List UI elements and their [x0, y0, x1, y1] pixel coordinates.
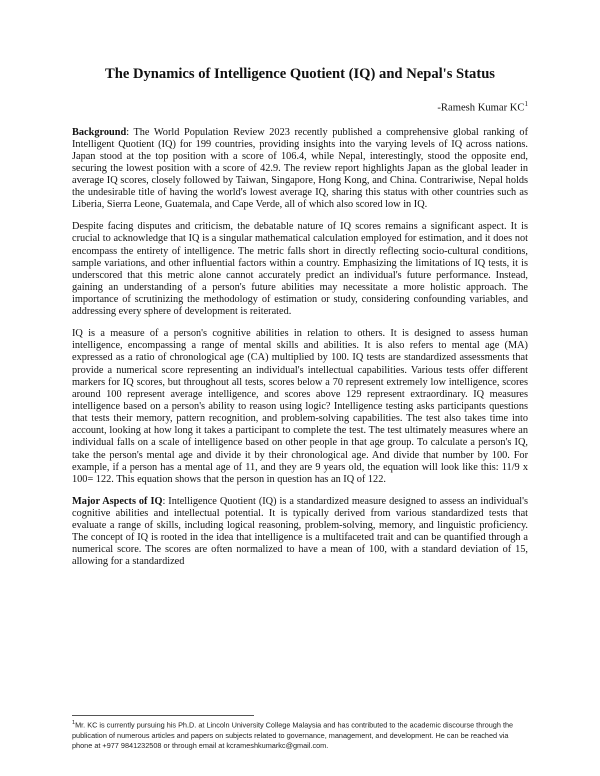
paragraph-major-aspects — [72, 496, 528, 569]
title-spacer — [72, 117, 528, 127]
document-title: The Dynamics of Intelligence Quotient (IQ) and Nepal's Status — [105, 66, 495, 82]
paragraph-text: Despite facing disputes and criticism, the debatable nature of IQ scores remains a significant aspect. It is crucial to acknowledge that IQ is a singular mathematical calculation employed for estimation, and it does not encompass the entirety of intelligence. The metric falls short in directly reflecting socio-cultural conditions, sample variations, and other influential factors within a country. Emphasizing the limitations of IQ tests, it is underscored that this metric alone cannot accurately predict an individual's future performance. Instead, gaining an understanding of a person's future abilities may necessitate a more holistic approach. The importance of scrutinizing the methodology of estimation or study, considering confounding variables, and addressing every sphere of development is reiterated. — [72, 221, 528, 318]
paragraph-heading: Major Aspects of IQ — [72, 495, 163, 507]
paragraph-text: IQ is a measure of a person's cognitive abilities in relation to others. It is designed to assess human intelligence, encompassing a range of mental skills and abilities. It is also refers to mental age (MA) expressed as a ratio of chronological age (CA) multiplied by 100. IQ tests are standardized assessments that provide a numerical score representing an individual's intellectual capabilities. Various tests offer different markers for IQ scores, but throughout all tests, scores below a 70 represent extremely low intelligence, scores around 100 represent average intelligence, and scores above 129 represent extraordinary. IQ measures intelligence based on a person's ability to reason using logic? Intelligence testing asks participants questions that tests their memory, pattern recognition, and problem-solving capabilities. The test also takes time into account, looking at how long it takes a participant to complete the test. The test ultimately measures where an individual falls on a scale of intelligence based on other people in that age group. To calculate a person's IQ, take the person's mental age and divide it by their chronological age. And divide that number by 100. For example, if a person has a mental age of 11, and they are 9 years old, the equation will look like this: 11/9 x 100= 122. This equation shows that the person in question has an IQ of 122. — [72, 328, 528, 485]
paragraph-iq-definition — [72, 328, 528, 486]
author-line — [72, 96, 528, 117]
paragraph-text: : The World Population Review 2023 recently published a comprehensive global ranking of Intelligent Quotient (IQ) for 199 countries, providing insights into the varying levels of IQ across nations. Japan stood at the top position with a score of 106.4, while Nepal, interestingly, stood the opposite end, securing the lowest position with a score of 42.9. The review report highlights Japan as the global leader in average IQ scores, closely followed by Taiwan, Singapore, Hong Kong, and China. Contrariwise, Nepal holds the undesirable title of having the world's lowest average IQ, sharing this status with other countries such as Liberia, Sierra Leone, Guatemala, and Cape Verde, all of which also scored low in IQ. — [72, 126, 528, 211]
footnote-ref-marker[interactable]: 1 — [524, 100, 528, 108]
footnote — [72, 718, 528, 752]
page-body — [72, 64, 528, 578]
paragraph-criticism — [72, 221, 528, 318]
paragraph-background — [72, 127, 528, 212]
footnote-divider — [72, 715, 254, 716]
author-name: -Ramesh Kumar KC — [437, 102, 525, 114]
footnote-text: Mr. KC is currently pursuing his Ph.D. at Lincoln University College Malaysia and has contributed to the academic discourse through the publication of numerous articles and papers on subjects related to governance, management, and development. He can be reached via phone at +977 9841232508 or through email at kcrameshkumarkc@gmail.com. — [72, 720, 514, 751]
paragraph-heading: Background — [72, 126, 127, 138]
footnote-marker: 1 — [72, 720, 76, 726]
paragraph-text: : Intelligence Quotient (IQ) is a standardized measure designed to assess an individual's cognitive abilities and intellectual potential. It is typically derived from various standardized tests that evaluate a range of skills, including logical reasoning, problem-solving, memory, and linguistic proficiency. The concept of IQ is rooted in the idea that intelligence is a multifaceted trait and can be quantified through a numerical score. The scores are often normalized to have a mean of 100, with a standard deviation of 15, allowing for a standardized — [72, 495, 529, 568]
